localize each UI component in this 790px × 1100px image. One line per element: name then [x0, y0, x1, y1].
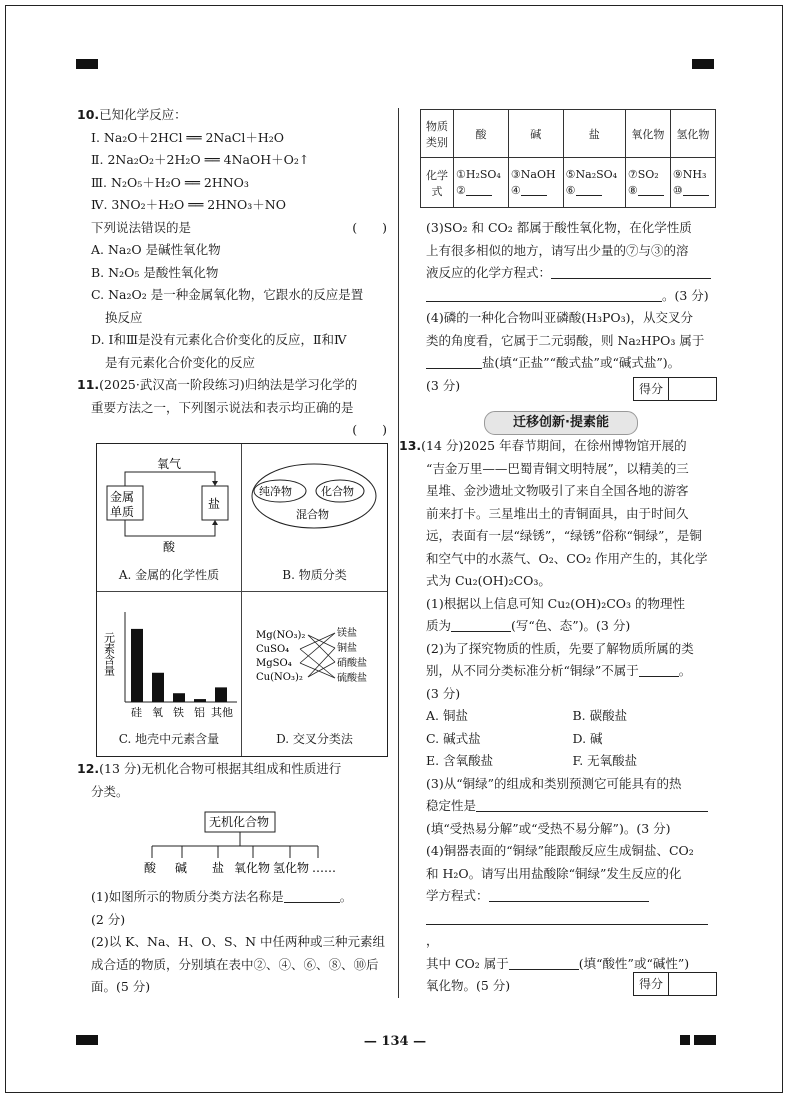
q13-p3-line2: 稳定性是: [426, 795, 719, 818]
q13-p2-line2: 别，从不同分类标准分析“铜绿”不属于 。: [426, 663, 692, 678]
tree-leaf-etc: ……: [312, 861, 336, 875]
q13-p3-line1: (3)从“铜绿”的组成和类别预测它可能具有的热: [426, 775, 682, 791]
cross-classification-diagram: [242, 592, 387, 726]
tree-leaf-oxide: 氧化物: [234, 861, 271, 875]
pure-substance-label: 纯净物: [259, 485, 292, 498]
q10-option-b: B. N₂O₅ 是酸性氧化物: [91, 264, 219, 280]
q13-p4-line5: 其中 CO₂ 属于 (填“酸性”或“碱性”): [426, 955, 690, 971]
q10-option-a: A. Na₂O 是碱性氧化物: [91, 242, 221, 257]
table-head-acid: 酸: [454, 110, 509, 158]
q12-stem-cont: 分类。: [91, 783, 129, 799]
corner-mark-top-left: [76, 59, 98, 69]
acid-label: 酸: [163, 540, 176, 554]
q12-score-field[interactable]: [634, 400, 680, 422]
left-column: [77, 104, 387, 442]
q12-stem: 12.(13 分)无机化合物可根据其组成和性质进行: [77, 761, 342, 776]
q12-p4-score: (3 分): [426, 377, 461, 393]
q13-p3-line3: (填“受热易分解”或“受热不易分解”)。(3 分): [426, 820, 671, 836]
q13-line3: 星堆、金沙遗址文物吸引了来自全国各地的游客: [426, 483, 689, 498]
q13-p2-blank[interactable]: [639, 662, 679, 677]
table-head-category: 物质类别: [421, 110, 454, 158]
panel-b-caption: B. 物质分类: [282, 568, 347, 582]
q13-p4-blank-b[interactable]: [426, 910, 708, 925]
bar-1: [152, 673, 164, 702]
q13-p4-line3: 学方程式：: [426, 885, 719, 908]
q12-p3-line3: 液反应的化学方程式：: [426, 262, 718, 285]
salt-left-1: Mg(NO₃)₂: [256, 630, 306, 641]
table-head-hydride: 氢化物: [670, 110, 715, 158]
metal-label: 金属: [110, 490, 135, 504]
q12-p3-line1: (3)SO₂ 和 CO₂ 都属于酸性氧化物，在化学性质: [426, 220, 692, 235]
q12-p4-line3: 盐(填“正盐”“酸式盐”或“碱式盐”)。: [426, 352, 718, 375]
q12-p4-line1: (4)磷的一种化合物叫亚磷酸(H₃PO₃)，从交叉分: [426, 310, 694, 325]
blank-6[interactable]: ⑥: [566, 181, 623, 197]
q13-score-field[interactable]: [634, 995, 680, 1017]
q12-p3-blank-b[interactable]: [426, 287, 662, 302]
blank-4[interactable]: ④: [511, 181, 561, 197]
q12-p3-line4: 。(3 分): [426, 285, 718, 308]
table-cell-acid: ①H₂SO₄ ②: [454, 158, 509, 208]
panel-c-caption: C. 地壳中元素含量: [118, 732, 220, 746]
q13-line2: “吉金万里——巴蜀青铜文明特展”，以精美的三: [426, 460, 689, 476]
panel-a-caption: A. 金属的化学性质: [118, 568, 220, 582]
q11-paren: ( ): [352, 422, 387, 437]
q12-parts-3-4: [426, 217, 718, 397]
blank-8-line[interactable]: [638, 181, 664, 196]
q13-p4-blank-a[interactable]: [489, 887, 649, 902]
q12-p4-blank[interactable]: [426, 354, 482, 369]
tree-root-label: 无机化合物: [209, 815, 270, 829]
q10-reaction-3: Ⅲ. N₂O₅＋H₂O ══ 2HNO₃: [91, 174, 249, 190]
tree-leaf-hydride: 氢化物: [273, 861, 310, 875]
q13-option-c[interactable]: C. 碱式盐: [426, 730, 481, 746]
q10-question: 下列说法错误的是 ( ): [91, 219, 387, 235]
tick-label-4: 其他: [211, 706, 233, 719]
q13-p4-line6: 氧化物。(5 分): [426, 978, 511, 993]
table-cell-base: ③NaOH ④: [508, 158, 563, 208]
corner-mark-top-right: [692, 59, 714, 69]
q13-p4-blank-c[interactable]: [509, 955, 579, 970]
q12-score-label: 得分: [634, 378, 669, 400]
blank-10[interactable]: ⑩: [673, 181, 713, 197]
table-cell-hydride: ⑨NH₃ ⑩: [670, 158, 715, 208]
q13-line5: 远，表面有一层“绿锈”，“绿锈”俗称“铜绿”，是铜: [426, 528, 702, 543]
salt-left-4: Cu(NO₃)₂: [256, 672, 303, 683]
q13-option-b[interactable]: B. 碳酸盐: [572, 708, 628, 723]
blank-2-line[interactable]: [466, 181, 492, 196]
q12-score-box: [633, 377, 717, 401]
q13-option-e[interactable]: E. 含氧酸盐: [426, 753, 494, 768]
section-banner: 迁移创新·提素能: [484, 411, 638, 435]
table-cell-oxide: ⑦SO₂ ⑧: [625, 158, 670, 208]
tick-label-1: 氧: [152, 706, 163, 719]
q12-parts-1-2: [91, 886, 387, 999]
q12-p2-line3: 面。(5 分): [91, 979, 151, 994]
substance-classification-diagram: [242, 444, 387, 564]
q13-p2-score: (3 分): [426, 685, 461, 701]
blank-10-line[interactable]: [683, 181, 709, 196]
q13-score-label: 得分: [634, 973, 669, 995]
metal-properties-diagram: [97, 444, 242, 564]
panel-d-caption: D. 交叉分类法: [276, 732, 353, 746]
q13-score-box: [633, 972, 717, 996]
q13-options-row2: [426, 728, 719, 751]
q12-p1: (1)如图所示的物质分类方法名称是 。: [91, 889, 353, 904]
element-label: 单质: [110, 505, 135, 519]
tick-label-3: 铝: [194, 706, 205, 719]
table-row-label: 化学式: [421, 158, 454, 208]
q13-line4: 前来打卡。三星堆出土的青铜面具，由于时间久: [426, 505, 689, 521]
q12-p4-line2: 类的角度看，它属于二元弱酸，则 Na₂HPO₃ 属于: [426, 332, 705, 348]
salt-left-3: MgSO₄: [256, 658, 292, 669]
q11-stem-cont: 重要方法之一，下列图示说法和表示均正确的是: [91, 399, 354, 415]
q13-option-d[interactable]: D. 碱: [572, 730, 603, 746]
crust-element-chart: [97, 592, 242, 726]
class-right-3: 硝酸盐: [337, 658, 367, 669]
q13-line6: 和空气中的水蒸气、O₂、CO₂ 作用产生的，其化学: [426, 550, 708, 566]
page-number: — 134 —: [363, 1034, 427, 1049]
tree-leaf-salt: 盐: [212, 861, 225, 875]
salt-left-2: CuSO₄: [256, 644, 290, 655]
tick-label-2: 铁: [173, 706, 184, 719]
blank-6-line[interactable]: [576, 181, 602, 196]
q10-reaction-1: Ⅰ. Na₂O＋2HCl ══ 2NaCl＋H₂O: [91, 129, 285, 145]
q13-block: [399, 435, 719, 998]
mixture-label: 混合物: [296, 508, 329, 521]
tick-label-0: 硅: [131, 706, 142, 719]
blank-4-line[interactable]: [521, 181, 547, 196]
tree-leaf-acid: 酸: [144, 861, 157, 875]
q13-line7: 式为 Cu₂(OH)₂CO₃。: [426, 573, 551, 588]
class-right-1: 镁盐: [337, 628, 357, 639]
oxygen-label: 氧气: [157, 457, 182, 471]
bar-2: [173, 693, 185, 702]
tree-leaf-base: 碱: [175, 861, 188, 875]
q10-option-d: D. Ⅰ和Ⅲ是没有元素化合价变化的反应，Ⅱ和Ⅳ: [91, 332, 347, 347]
panel-c: [97, 592, 242, 756]
table-cell-salt: ⑤Na₂SO₄ ⑥: [563, 158, 625, 208]
q10-option-c: C. Na₂O₂ 是一种金属氧化物，它跟水的反应是置: [91, 287, 364, 302]
q13-p1-line1: (1)根据以上信息可知 Cu₂(OH)₂CO₃ 的物理性: [426, 595, 686, 611]
bar-0: [131, 629, 143, 702]
q13-p4-line2: 和 H₂O。请写出用盐酸除“铜绿”发生反应的化: [426, 865, 682, 881]
blank-8[interactable]: ⑧: [628, 181, 668, 197]
table-head-base: 碱: [508, 110, 563, 158]
q12-p1-blank[interactable]: [284, 888, 340, 903]
blank-2[interactable]: ②: [456, 181, 506, 197]
bar-4: [215, 687, 227, 702]
q12-classification-table: [420, 109, 716, 208]
q12-p3-line2: 上有很多相似的地方，请写出少量的⑦与③的溶: [426, 242, 689, 258]
q12-p2-line2: 成合适的物质，分别填在表中②、④、⑥、⑧、⑩后: [91, 956, 379, 972]
q13-p1-line2: 质为 (写“色、态”)。(3 分): [426, 618, 631, 633]
class-right-2: 铜盐: [337, 643, 357, 654]
q13-option-a[interactable]: A. 铜盐: [426, 708, 468, 723]
q10-reaction-4: Ⅳ. 3NO₂＋H₂O ══ 2HNO₃＋NO: [91, 197, 286, 212]
panel-d: [242, 592, 387, 756]
y-axis-label: 元素含量: [102, 632, 116, 676]
panel-a: [97, 444, 242, 592]
q13-p2-line1: (2)为了探究物质的性质，先要了解物质所属的类: [426, 640, 694, 656]
q13-p4-line1: (4)铜器表面的“铜绿”能跟酸反应生成铜盐、CO₂: [426, 843, 694, 858]
q12-p1-score: (2 分): [91, 911, 126, 927]
q10-option-d-cont: 是有元素化合价变化的反应: [105, 354, 256, 370]
q13-stem: 13.(14 分)2025 年春节期间，在徐州博物馆开展的: [399, 438, 687, 453]
classification-tree: [130, 808, 350, 876]
q13-p3-blank[interactable]: [476, 797, 708, 812]
q11-stem: 11.(2025·武汉高一阶段练习)归纳法是学习化学的: [77, 377, 358, 392]
q10-stem: 10.已知化学反应：: [77, 107, 187, 122]
bar-3: [194, 699, 206, 702]
panel-b: [242, 444, 387, 592]
q10-reaction-2: Ⅱ. 2Na₂O₂＋2H₂O ══ 4NaOH＋O₂↑: [91, 152, 310, 167]
q13-p4-line4: ，: [426, 908, 719, 953]
q13-option-f[interactable]: F. 无氧酸盐: [572, 753, 638, 768]
q12-p3-blank-a[interactable]: [551, 264, 711, 279]
compound-label: 化合物: [321, 485, 354, 498]
q12-p2-line1: (2)以 K、Na、H、O、S、N 中任两种或三种元素组: [91, 934, 386, 949]
q13-options-row3: [426, 750, 719, 773]
q11-figure-grid: [96, 443, 388, 757]
table-head-salt: 盐: [563, 110, 625, 158]
q13-p1-blank[interactable]: [451, 617, 511, 632]
class-right-4: 硫酸盐: [337, 673, 367, 684]
q13-options-row1: [426, 705, 719, 728]
salt-label: 盐: [208, 497, 221, 511]
q10-option-c-cont: 换反应: [105, 309, 143, 325]
q12-block: [77, 758, 387, 803]
table-head-oxide: 氧化物: [625, 110, 670, 158]
